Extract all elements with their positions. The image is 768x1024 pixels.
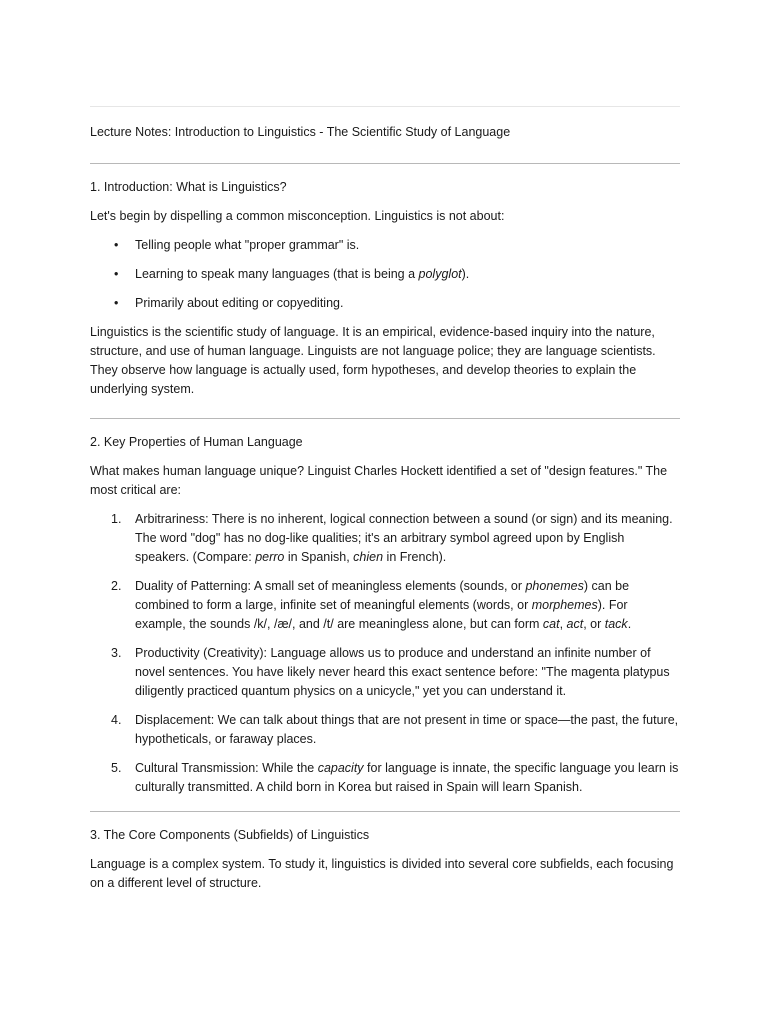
- bullet-icon: •: [114, 238, 119, 252]
- list-item-emphasis: perro: [255, 550, 285, 564]
- list-item-text: Displacement: We can talk about things that are not present in time or space—the past, the future, hypotheticals, or faraway places.: [135, 713, 679, 746]
- list-item-emphasis: tack: [604, 617, 628, 631]
- bullet-icon: •: [114, 296, 119, 310]
- document-title: Lecture Notes: Introduction to Linguistics - The Scientific Study of Language: [90, 125, 511, 139]
- list-number: 1.: [111, 512, 122, 526]
- list-item-text: Productivity (Creativity): Language allows us to produce and understand an infinite number of novel sentences. You have likely never heard this exact sentence before: "The magenta platypus diligently practiced quantum physics on a unicycle," yet you can understand it.: [135, 646, 670, 698]
- list-item-text: for language is innate, the specific language you learn is culturally transmitted. A child born in Korea but raised in Spain will learn Spanish.: [135, 761, 679, 794]
- section-3-heading: 3. The Core Components (Subfields) of Linguistics: [90, 828, 370, 842]
- section-2-heading: 2. Key Properties of Human Language: [90, 435, 303, 449]
- bullet-icon: •: [114, 267, 119, 281]
- list-item-text: in French).: [383, 550, 447, 564]
- section-1-body: Linguistics is the scientific study of language. It is an empirical, evidence-based inquiry into the nature, structure, and use of human language. Linguists are not language police; they are language scientists. They observe how language is actually used, form hypotheses, and develop theories to explain the underlying system.: [90, 325, 656, 396]
- list-item-text: , or: [583, 617, 605, 631]
- list-item-emphasis: capacity: [317, 761, 364, 775]
- list-number: 3.: [111, 646, 122, 660]
- list-item-emphasis: phonemes: [525, 579, 584, 593]
- list-item-text: Telling people what "proper grammar" is.: [135, 238, 360, 252]
- list-item: [90, 236, 680, 255]
- list-item-text: ) can be combined to form a large, infinite set of meaningful elements (words, or: [135, 579, 630, 612]
- list-item-emphasis: cat: [542, 617, 560, 631]
- list-item-text: ,: [559, 617, 567, 631]
- list-item-text: Duality of Patterning: A small set of meaningless elements (sounds, or: [135, 579, 526, 593]
- list-item-text: ). For example, the sounds /k/, /æ/, and /t/ are meaningless alone, but can form: [135, 598, 628, 631]
- list-item-text: in Spanish,: [284, 550, 354, 564]
- list-item: [90, 759, 680, 797]
- misconception-list: [90, 236, 680, 313]
- section-divider: [90, 163, 680, 164]
- list-item: [90, 711, 680, 749]
- section-divider: [90, 811, 680, 812]
- section-3-intro: Language is a complex system. To study it, linguistics is divided into several core subfields, each focusing on a different level of structure.: [90, 857, 674, 890]
- list-item-text: Learning to speak many languages (that is being a: [135, 267, 419, 281]
- list-number: 2.: [111, 579, 122, 593]
- list-item: [90, 577, 680, 634]
- list-item: [90, 265, 680, 284]
- section-1-intro: Let's begin by dispelling a common misconception. Linguistics is not about:: [90, 209, 505, 223]
- list-number: 4.: [111, 713, 122, 727]
- section-2-intro: What makes human language unique? Linguist Charles Hockett identified a set of "design features." The most critical are:: [90, 464, 668, 497]
- list-item-text: Primarily about editing or copyediting.: [135, 296, 344, 310]
- list-item-emphasis: act: [566, 617, 584, 631]
- list-item: [90, 294, 680, 313]
- list-item-text: Cultural Transmission: While the: [135, 761, 318, 775]
- list-item-text: ).: [461, 267, 470, 281]
- design-features-list: [90, 510, 680, 797]
- section-divider: [90, 418, 680, 419]
- list-item-emphasis: polyglot: [418, 267, 462, 281]
- list-item-emphasis: chien: [353, 550, 384, 564]
- document-content: [90, 106, 680, 893]
- top-divider: [90, 106, 680, 107]
- section-1-heading: 1. Introduction: What is Linguistics?: [90, 180, 287, 194]
- list-item: [90, 510, 680, 567]
- list-item-emphasis: morphemes: [531, 598, 598, 612]
- list-item: [90, 644, 680, 701]
- list-number: 5.: [111, 761, 122, 775]
- list-item-text: .: [627, 617, 632, 631]
- list-item-text: Arbitrariness: There is no inherent, logical connection between a sound (or sign) and its meaning. The word "dog" has no dog-like qualities; it's an arbitrary symbol agreed upon by English speakers. (Compare:: [135, 512, 673, 564]
